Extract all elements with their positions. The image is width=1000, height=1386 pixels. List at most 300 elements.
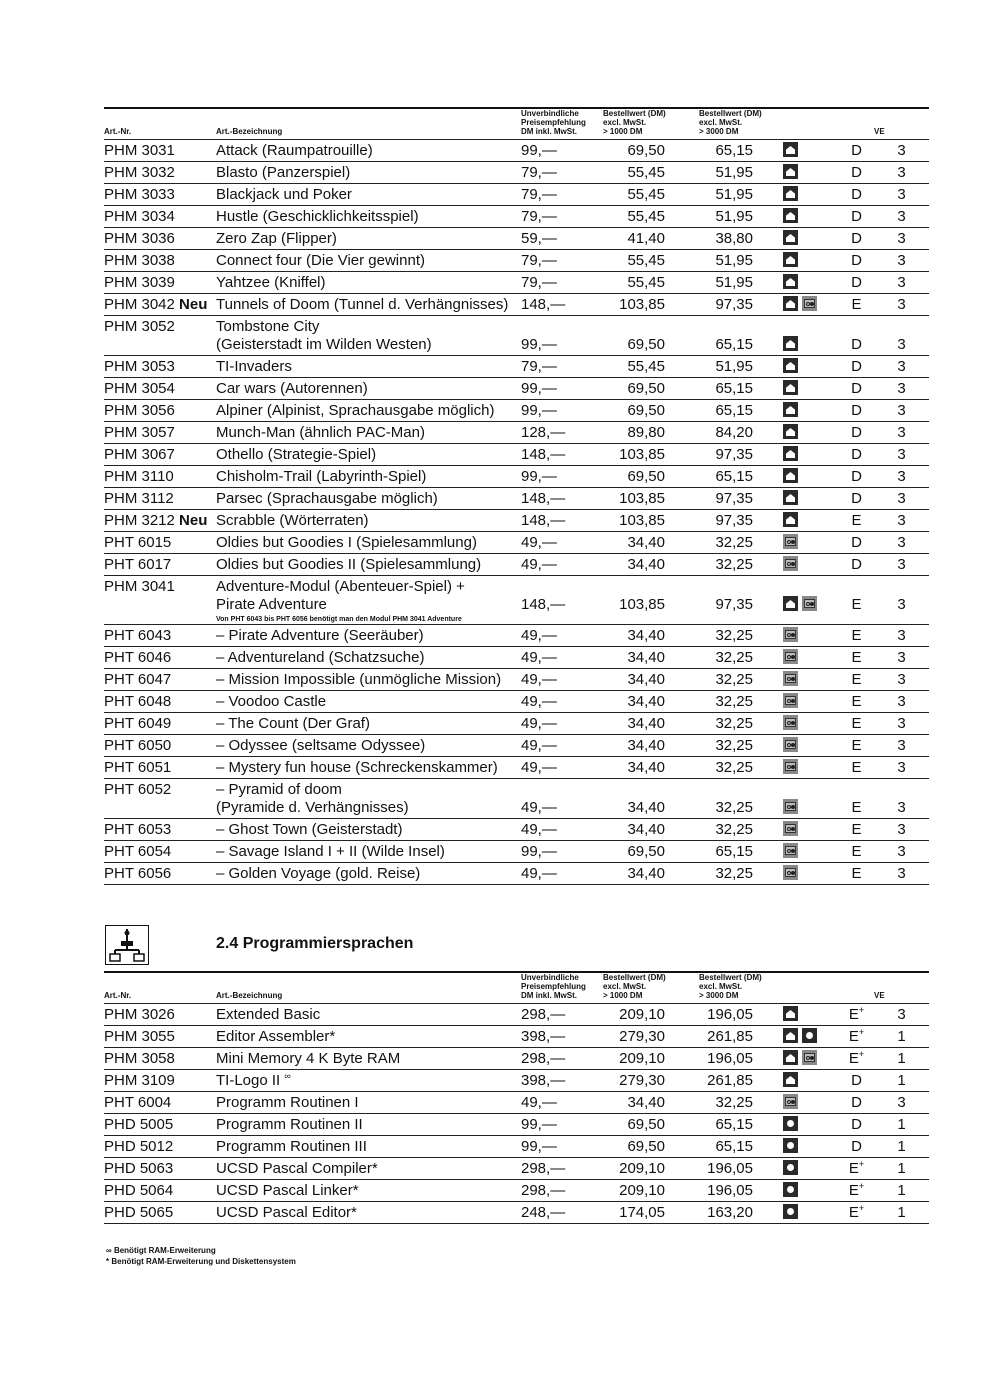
ve: 3 [897,737,906,754]
language: D [851,424,862,441]
language: E [851,737,862,754]
price-1000: 69,50 [627,1138,665,1155]
article-name-line: Alpiner (Alpinist, Sprachausgabe möglich) [216,402,495,419]
footnote-mark: * [106,1257,110,1266]
art-nr: PHD 5064 [104,1182,174,1199]
article-name [216,735,521,757]
header-line: Bestellwert (DM) [699,109,762,118]
price-3000: 65,15 [715,402,753,419]
ve: 3 [897,296,906,313]
article-name-line: Yahtzee (Kniffel) [216,274,326,291]
cassette-icon [783,821,798,836]
article-name [216,272,521,294]
module-icon [783,274,798,289]
art-nr-text: PHM 3052 [104,318,175,335]
table-row [104,1004,929,1026]
header-line: Bestellwert (DM) [603,973,666,982]
module-icon [783,468,798,483]
price-table-languages [104,971,929,1224]
price-1000: 69,50 [627,1116,665,1133]
article-name [216,1004,521,1026]
article-name [216,576,521,616]
price-retail: 49,— [521,737,557,754]
ve: 3 [897,843,906,860]
art-nr [104,140,216,162]
media-icons [783,488,839,510]
art-nr-text: PHM 3110 [104,468,174,485]
art-nr-text: PHT 6049 [104,715,172,732]
table-row [104,140,929,162]
footnote [106,1245,296,1256]
price-retail: 49,— [521,821,557,838]
art-nr: PHD 5005 [104,1116,174,1133]
article-name-line: Zero Zap (Flipper) [216,230,337,247]
note-row [104,615,929,625]
price-1000: 103,85 [619,490,665,507]
ve: 3 [897,512,906,529]
price-1000: 69,50 [627,142,665,159]
art-nr [104,228,216,250]
cassette-icon [783,627,798,642]
module-icon [783,402,798,417]
header-art-nr: Art.-Nr. [104,127,132,136]
header-bezeichnung: Art.-Bezeichnung [216,991,283,1000]
art-nr [104,400,216,422]
module-icon [783,446,798,461]
art-nr [104,841,216,863]
media-icons [783,1180,839,1202]
table-row [104,863,929,885]
art-nr-text: PHM 3042 [104,296,175,313]
media-icons [783,691,839,713]
article-name [216,554,521,576]
price-1000: 69,50 [627,336,665,353]
media-icons [783,228,839,250]
header-preis3 [693,972,783,1004]
price-3000: 196,05 [707,1160,753,1177]
header-line: Bestellwert (DM) [603,109,666,118]
art-nr-text: PHT 6015 [104,534,172,551]
ve: 3 [897,142,906,159]
price-3000: 97,35 [715,596,753,613]
art-nr [104,669,216,691]
ve: 3 [897,596,906,613]
language: D [851,230,862,247]
art-nr-text: PHT 6050 [104,737,172,754]
header-icon [783,108,839,140]
language: E [851,512,862,529]
media-icons [783,206,839,228]
price-retail: 148,— [521,446,566,463]
language: D [851,274,862,291]
ve: 3 [897,358,906,375]
art-nr-text: PHT 6043 [104,627,172,644]
price-1000: 34,40 [627,865,665,882]
ve: 1 [897,1204,906,1221]
disk-icon [802,1028,817,1043]
price-retail: 79,— [521,164,557,181]
language-plus: + [858,1159,865,1169]
art-nr-text: PHM 3057 [104,424,175,441]
cassette-icon [783,715,798,730]
art-nr-text: PHM 3212 [104,512,175,529]
header-line: excl. MwSt. [699,118,743,127]
article-name [216,863,521,885]
module-icon [783,1006,798,1021]
media-icons [783,713,839,735]
article-name-text: Mini Memory 4 K Byte RAM [216,1050,401,1067]
price-retail: 398,— [521,1072,566,1089]
language: E [851,296,862,313]
price-1000: 34,40 [627,715,665,732]
article-name [216,510,521,532]
table-row [104,228,929,250]
table-row [104,272,929,294]
art-nr: PHM 3055 [104,1028,175,1045]
article-name-text: Programm Routinen II [216,1116,363,1133]
media-icons [783,162,839,184]
price-retail: 99,— [521,1138,557,1155]
price-3000: 97,35 [715,446,753,463]
art-nr: PHD 5063 [104,1160,174,1177]
ve: 3 [897,865,906,882]
media-icons [783,1136,839,1158]
art-nr [104,576,216,616]
article-name-line: – Golden Voyage (gold. Reise) [216,865,421,882]
module-icon [783,142,798,157]
price-retail: 148,— [521,490,566,507]
price-3000: 97,35 [715,490,753,507]
article-name-line: Car wars (Autorennen) [216,380,368,397]
art-nr-text: PHT 6047 [104,671,172,688]
price-1000: 209,10 [619,1050,665,1067]
table-row [104,1092,929,1114]
art-nr-text: PHM 3067 [104,446,175,463]
price-1000: 69,50 [627,843,665,860]
price-retail: 148,— [521,512,566,529]
article-name-line: Parsec (Sprachausgabe möglich) [216,490,438,507]
media-icons [783,757,839,779]
price-retail: 79,— [521,186,557,203]
art-nr-text: PHM 3041 [104,578,175,595]
art-nr: PHM 3058 [104,1050,175,1067]
table-body [104,1004,929,1224]
article-name [216,1136,521,1158]
article-name-line: Tunnels of Doom (Tunnel d. Verhängnisses) [216,296,509,313]
cassette-icon [783,649,798,664]
media-icons [783,316,839,356]
art-nr [104,691,216,713]
price-1000: 34,40 [627,693,665,710]
article-name [216,162,521,184]
price-3000: 32,25 [715,649,753,666]
price-1000: 69,50 [627,402,665,419]
price-3000: 32,25 [715,821,753,838]
price-retail: 79,— [521,274,557,291]
media-icons [783,1048,839,1070]
ve: 3 [897,821,906,838]
header-line: excl. MwSt. [699,982,743,991]
ve: 1 [897,1160,906,1177]
module-icon [783,596,798,611]
language: D [851,556,862,573]
price-1000: 103,85 [619,296,665,313]
language: E [851,865,862,882]
module-icon [783,186,798,201]
price-3000: 196,05 [707,1050,753,1067]
price-1000: 41,40 [627,230,665,247]
article-name-line: Chisholm-Trail (Labyrinth-Spiel) [216,468,427,485]
programming-languages-icon [105,925,149,965]
ve: 1 [897,1182,906,1199]
media-icons [783,863,839,885]
media-icons [783,532,839,554]
art-nr [104,316,216,356]
article-name [216,1092,521,1114]
art-nr [104,625,216,647]
disk-icon [783,1138,798,1153]
language: E [851,715,862,732]
article-name [216,1180,521,1202]
cassette-icon [802,1050,817,1065]
art-nr [104,356,216,378]
price-1000: 89,80 [627,424,665,441]
cassette-icon [783,865,798,880]
table-header-row [104,972,929,1004]
price-3000: 51,95 [715,164,753,181]
price-1000: 103,85 [619,596,665,613]
header-lang [839,108,874,140]
ve: 3 [897,759,906,776]
media-icons [783,625,839,647]
module-icon [783,230,798,245]
ve: 3 [897,534,906,551]
cassette-icon [783,693,798,708]
footnote-mark: * [371,1160,378,1177]
footnote-text: Benötigt RAM-Erweiterung und Diskettensystem [111,1257,296,1266]
table-row [104,735,929,757]
language: E [851,759,862,776]
price-retail: 49,— [521,1094,557,1111]
article-name [216,1202,521,1224]
ve: 3 [897,693,906,710]
art-nr [104,444,216,466]
article-name-text: TI-Logo II [216,1072,281,1089]
price-retail: 298,— [521,1050,566,1067]
cassette-icon [783,671,798,686]
price-3000: 65,15 [715,1138,753,1155]
art-nr [104,162,216,184]
ve: 3 [897,380,906,397]
article-name [216,757,521,779]
art-nr [104,466,216,488]
footnote-text: Benötigt RAM-Erweiterung [113,1246,216,1255]
price-retail: 298,— [521,1160,566,1177]
language-code: D [851,1138,862,1155]
header-line: > 1000 DM [603,127,643,136]
price-3000: 32,25 [715,693,753,710]
price-1000: 34,40 [627,649,665,666]
header-line: excl. MwSt. [603,118,647,127]
table-row [104,1136,929,1158]
header-lang [839,972,874,1004]
article-name-line: Connect four (Die Vier gewinnt) [216,252,425,269]
price-retail: 248,— [521,1204,566,1221]
module-icon [783,358,798,373]
cassette-icon [783,737,798,752]
language: D [851,446,862,463]
disk-icon [783,1204,798,1219]
table-row [104,466,929,488]
media-icons [783,735,839,757]
language: D [851,358,862,375]
header-line: Unverbindliche [521,109,579,118]
art-nr [104,294,216,316]
article-name [216,669,521,691]
price-retail: 398,— [521,1028,566,1045]
language-code: E [848,1006,859,1023]
price-retail: 99,— [521,142,557,159]
price-1000: 209,10 [619,1006,665,1023]
price-retail: 49,— [521,649,557,666]
media-icons [783,466,839,488]
article-name-line: – Ghost Town (Geisterstadt) [216,821,403,838]
price-retail: 79,— [521,208,557,225]
price-retail: 128,— [521,424,566,441]
language-code: E [848,1028,859,1045]
article-name [216,647,521,669]
price-retail: 49,— [521,759,557,776]
article-name [216,488,521,510]
footnotes [106,1245,296,1267]
disk-icon [783,1160,798,1175]
header-line: Preisempfehlung [521,982,586,991]
art-nr [104,422,216,444]
art-nr [104,819,216,841]
language: E [851,799,862,816]
price-3000: 97,35 [715,512,753,529]
ve: 3 [897,1006,906,1023]
table-row [104,647,929,669]
ve: 3 [897,402,906,419]
price-3000: 32,25 [715,556,753,573]
cassette-icon [783,799,798,814]
article-name [216,184,521,206]
ve: 3 [897,208,906,225]
price-1000: 34,40 [627,1094,665,1111]
language-code: E [848,1050,859,1067]
art-nr-text: PHT 6048 [104,693,172,710]
art-nr-text: PHM 3033 [104,186,175,203]
article-name-line: – Pyramid of doom [216,781,342,798]
article-name-line: (Geisterstadt im Wilden Westen) [216,336,432,353]
article-name [216,532,521,554]
article-name-line: Blackjack und Poker [216,186,352,203]
art-nr: PHT 6004 [104,1094,172,1111]
article-name [216,841,521,863]
article-name [216,1026,521,1048]
disk-icon [783,1182,798,1197]
table-row [104,757,929,779]
language [839,1202,874,1224]
price-3000: 65,15 [715,380,753,397]
price-1000: 209,10 [619,1182,665,1199]
price-1000: 55,45 [627,186,665,203]
art-nr [104,206,216,228]
table-row [104,488,929,510]
language-plus: + [858,1203,865,1213]
media-icons [783,510,839,532]
price-retail: 99,— [521,843,557,860]
media-icons [783,1070,839,1092]
ve: 1 [897,1138,906,1155]
price-retail: 49,— [521,865,557,882]
article-name-text: Extended Basic [216,1006,321,1023]
table-row [104,444,929,466]
cassette-icon [783,843,798,858]
language-code: E [848,1204,859,1221]
new-badge: Neu [179,296,208,313]
language-code: D [851,1072,862,1089]
media-icons [783,1092,839,1114]
art-nr-text: PHM 3034 [104,208,175,225]
price-3000: 51,95 [715,208,753,225]
art-nr-text: PHT 6054 [104,843,172,860]
module-icon [783,1050,798,1065]
article-name-line: TI-Invaders [216,358,292,375]
media-icons [783,819,839,841]
price-1000: 34,40 [627,534,665,551]
art-nr-text: PHM 3031 [104,142,175,159]
table-row [104,625,929,647]
header-preis3 [693,108,783,140]
price-3000: 65,15 [715,1116,753,1133]
price-3000: 32,25 [715,759,753,776]
price-1000: 34,40 [627,821,665,838]
language [839,1114,874,1136]
article-name [216,713,521,735]
header-ve: VE [874,127,885,136]
article-name-text: UCSD Pascal Editor [216,1204,352,1221]
language-plus: + [858,1005,865,1015]
article-name [216,400,521,422]
article-name [216,378,521,400]
price-3000: 38,80 [715,230,753,247]
article-name-line: Scrabble (Wörterraten) [216,512,369,529]
price-retail: 298,— [521,1006,566,1023]
article-name [216,779,521,819]
price-3000: 65,15 [715,336,753,353]
price-3000: 65,15 [715,843,753,860]
language: D [851,186,862,203]
table-row [104,554,929,576]
price-retail: 49,— [521,534,557,551]
price-retail: 99,— [521,380,557,397]
ve: 3 [897,274,906,291]
header-line: excl. MwSt. [603,982,647,991]
article-name-line: Tombstone City [216,318,320,335]
media-icons [783,647,839,669]
price-3000: 261,85 [707,1072,753,1089]
price-1000: 55,45 [627,358,665,375]
art-nr-text: PHM 3038 [104,252,175,269]
language: D [851,380,862,397]
media-icons [783,356,839,378]
article-name-line: Attack (Raumpatrouille) [216,142,373,159]
header-line: Bestellwert (DM) [699,973,762,982]
footnote-mark: * [351,1204,357,1221]
art-nr-text: PHT 6053 [104,821,172,838]
